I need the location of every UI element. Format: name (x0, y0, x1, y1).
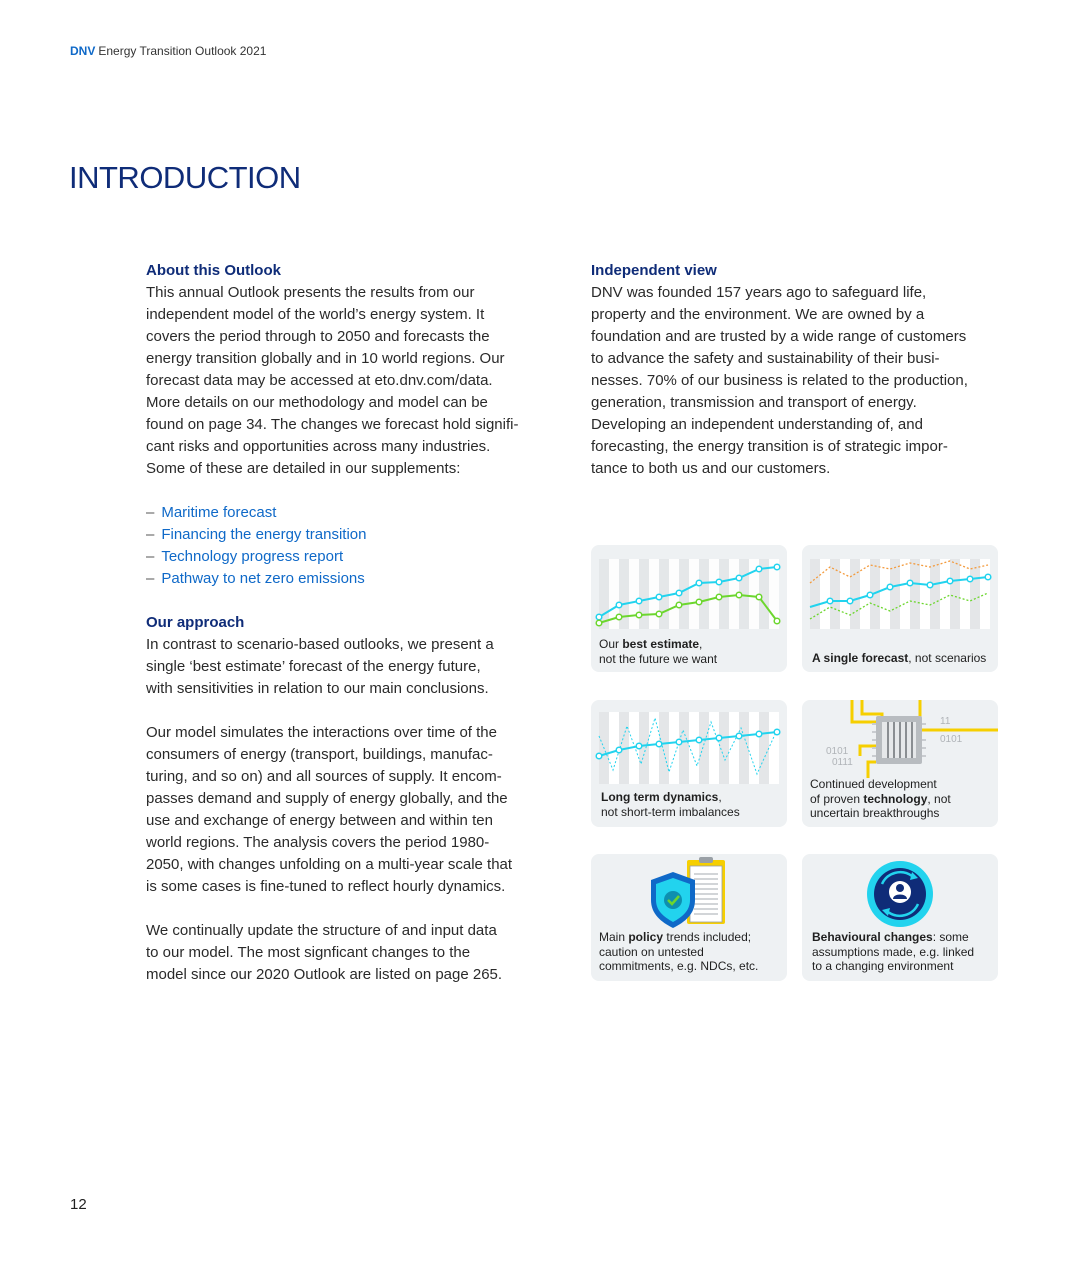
text-line: DNV was founded 157 years ago to safeguard life, (591, 284, 927, 301)
text-line: generation, transmission and transport of energy. (591, 394, 917, 411)
card-single-forecast (802, 545, 998, 672)
text-line: Our model simulates the interactions over time of the (146, 724, 497, 741)
text-line: property and the environment. We are owned by a (591, 306, 925, 323)
list-item: – Pathway to net zero emissions (146, 570, 365, 587)
list-item: – Technology progress report (146, 548, 344, 565)
text-line: tance to both us and our customers. (591, 460, 831, 477)
text-line: forecast data may be accessed at eto.dnv.com/data. (146, 372, 493, 389)
text-line: found on page 34. The changes we forecast hold signifi- (146, 416, 519, 433)
binary-text: 0101 (940, 734, 963, 745)
text-line: turing, and so on) and all sources of supply. It encom- (146, 768, 502, 785)
card-best-estimate (591, 545, 787, 672)
approach-paragraph-3 (146, 920, 556, 986)
right-column (591, 260, 1001, 480)
link-financing[interactable]: Financing the energy transition (161, 526, 367, 543)
running-header (70, 44, 266, 58)
card-caption: Long term dynamics, not short-term imbalances (601, 790, 740, 819)
card-policy (591, 854, 787, 981)
binary-text: 0111 (832, 757, 853, 768)
text-line: independent model of the world’s energy system. It (146, 306, 485, 323)
card-long-term-dynamics (591, 700, 787, 827)
about-heading: About this Outlook (146, 262, 281, 279)
binary-text: 11 (940, 716, 951, 727)
document-title: Energy Transition Outlook 2021 (98, 44, 267, 58)
left-column (146, 260, 556, 986)
card-caption: Continued development of proven technology, not uncertain breakthroughs (810, 777, 951, 820)
text-line: cant risks and opportunities across many industries. (146, 438, 491, 455)
approach-paragraph-2 (146, 722, 556, 898)
text-line: In contrast to scenario-based outlooks, we present a (146, 636, 494, 653)
approach-heading: Our approach (146, 614, 245, 631)
page-number: 12 (70, 1196, 87, 1213)
text-line: We continually update the structure of and input data (146, 922, 497, 939)
text-line: covers the period through to 2050 and forecasts the (146, 328, 490, 345)
binary-text: 0101 (826, 746, 849, 757)
about-paragraph (146, 282, 556, 480)
card-caption: A single forecast, not scenarios (812, 651, 987, 665)
card-behavioural-changes (802, 854, 998, 981)
text-line: energy transition globally and in 10 world regions. Our (146, 350, 505, 367)
text-line: single ‘best estimate’ forecast of the energy future, (146, 658, 481, 675)
text-line: This annual Outlook presents the results from our (146, 284, 475, 301)
text-line: use and exchange of energy between and within ten (146, 812, 493, 829)
supplements-list (146, 502, 556, 590)
card-caption: Behavioural changes: some assumptions made, e.g. linked to a changing environment (812, 930, 975, 973)
text-line: More details on our methodology and model can be (146, 394, 488, 411)
text-line: forecasting, the energy transition is of strategic impor- (591, 438, 948, 455)
text-line: Some of these are detailed in our supplements: (146, 460, 461, 477)
text-line: Developing an independent understanding of, and (591, 416, 923, 433)
list-item: – Maritime forecast (146, 504, 277, 521)
list-item: – Financing the energy transition (146, 526, 367, 543)
text-line: passes demand and supply of energy globally, and the (146, 790, 508, 807)
text-line: is some cases is fine-tuned to reflect hourly dynamics. (146, 878, 506, 895)
page-title: INTRODUCTION (69, 160, 301, 195)
text-line: with sensitivities in relation to our main conclusions. (146, 680, 489, 697)
text-line: nesses. 70% of our business is related to the production, (591, 372, 968, 389)
link-technology-progress[interactable]: Technology progress report (161, 548, 344, 565)
text-line: foundation and are trusted by a wide range of customers (591, 328, 967, 345)
text-line: model since our 2020 Outlook are listed on page 265. (146, 966, 503, 983)
card-caption: Main policy trends included; caution on untested commitments, e.g. NDCs, etc. (599, 930, 759, 973)
text-line: 2050, with changes unfolding on a multi-year scale that (146, 856, 513, 873)
link-pathway-net-zero[interactable]: Pathway to net zero emissions (161, 570, 365, 587)
text-line: world regions. The analysis covers the period 1980- (146, 834, 490, 851)
text-line: consumers of energy (transport, buildings, manufac- (146, 746, 493, 763)
link-maritime-forecast[interactable]: Maritime forecast (161, 504, 277, 521)
card-technology (802, 700, 998, 827)
brand-label: DNV (70, 44, 96, 58)
card-caption: Our best estimate, not the future we want (599, 637, 718, 666)
independent-heading: Independent view (591, 262, 717, 279)
approach-paragraph-1 (146, 634, 556, 700)
text-line: to our model. The most signficant changes to the (146, 944, 471, 961)
text-line: to advance the safety and sustainability of their busi- (591, 350, 940, 367)
